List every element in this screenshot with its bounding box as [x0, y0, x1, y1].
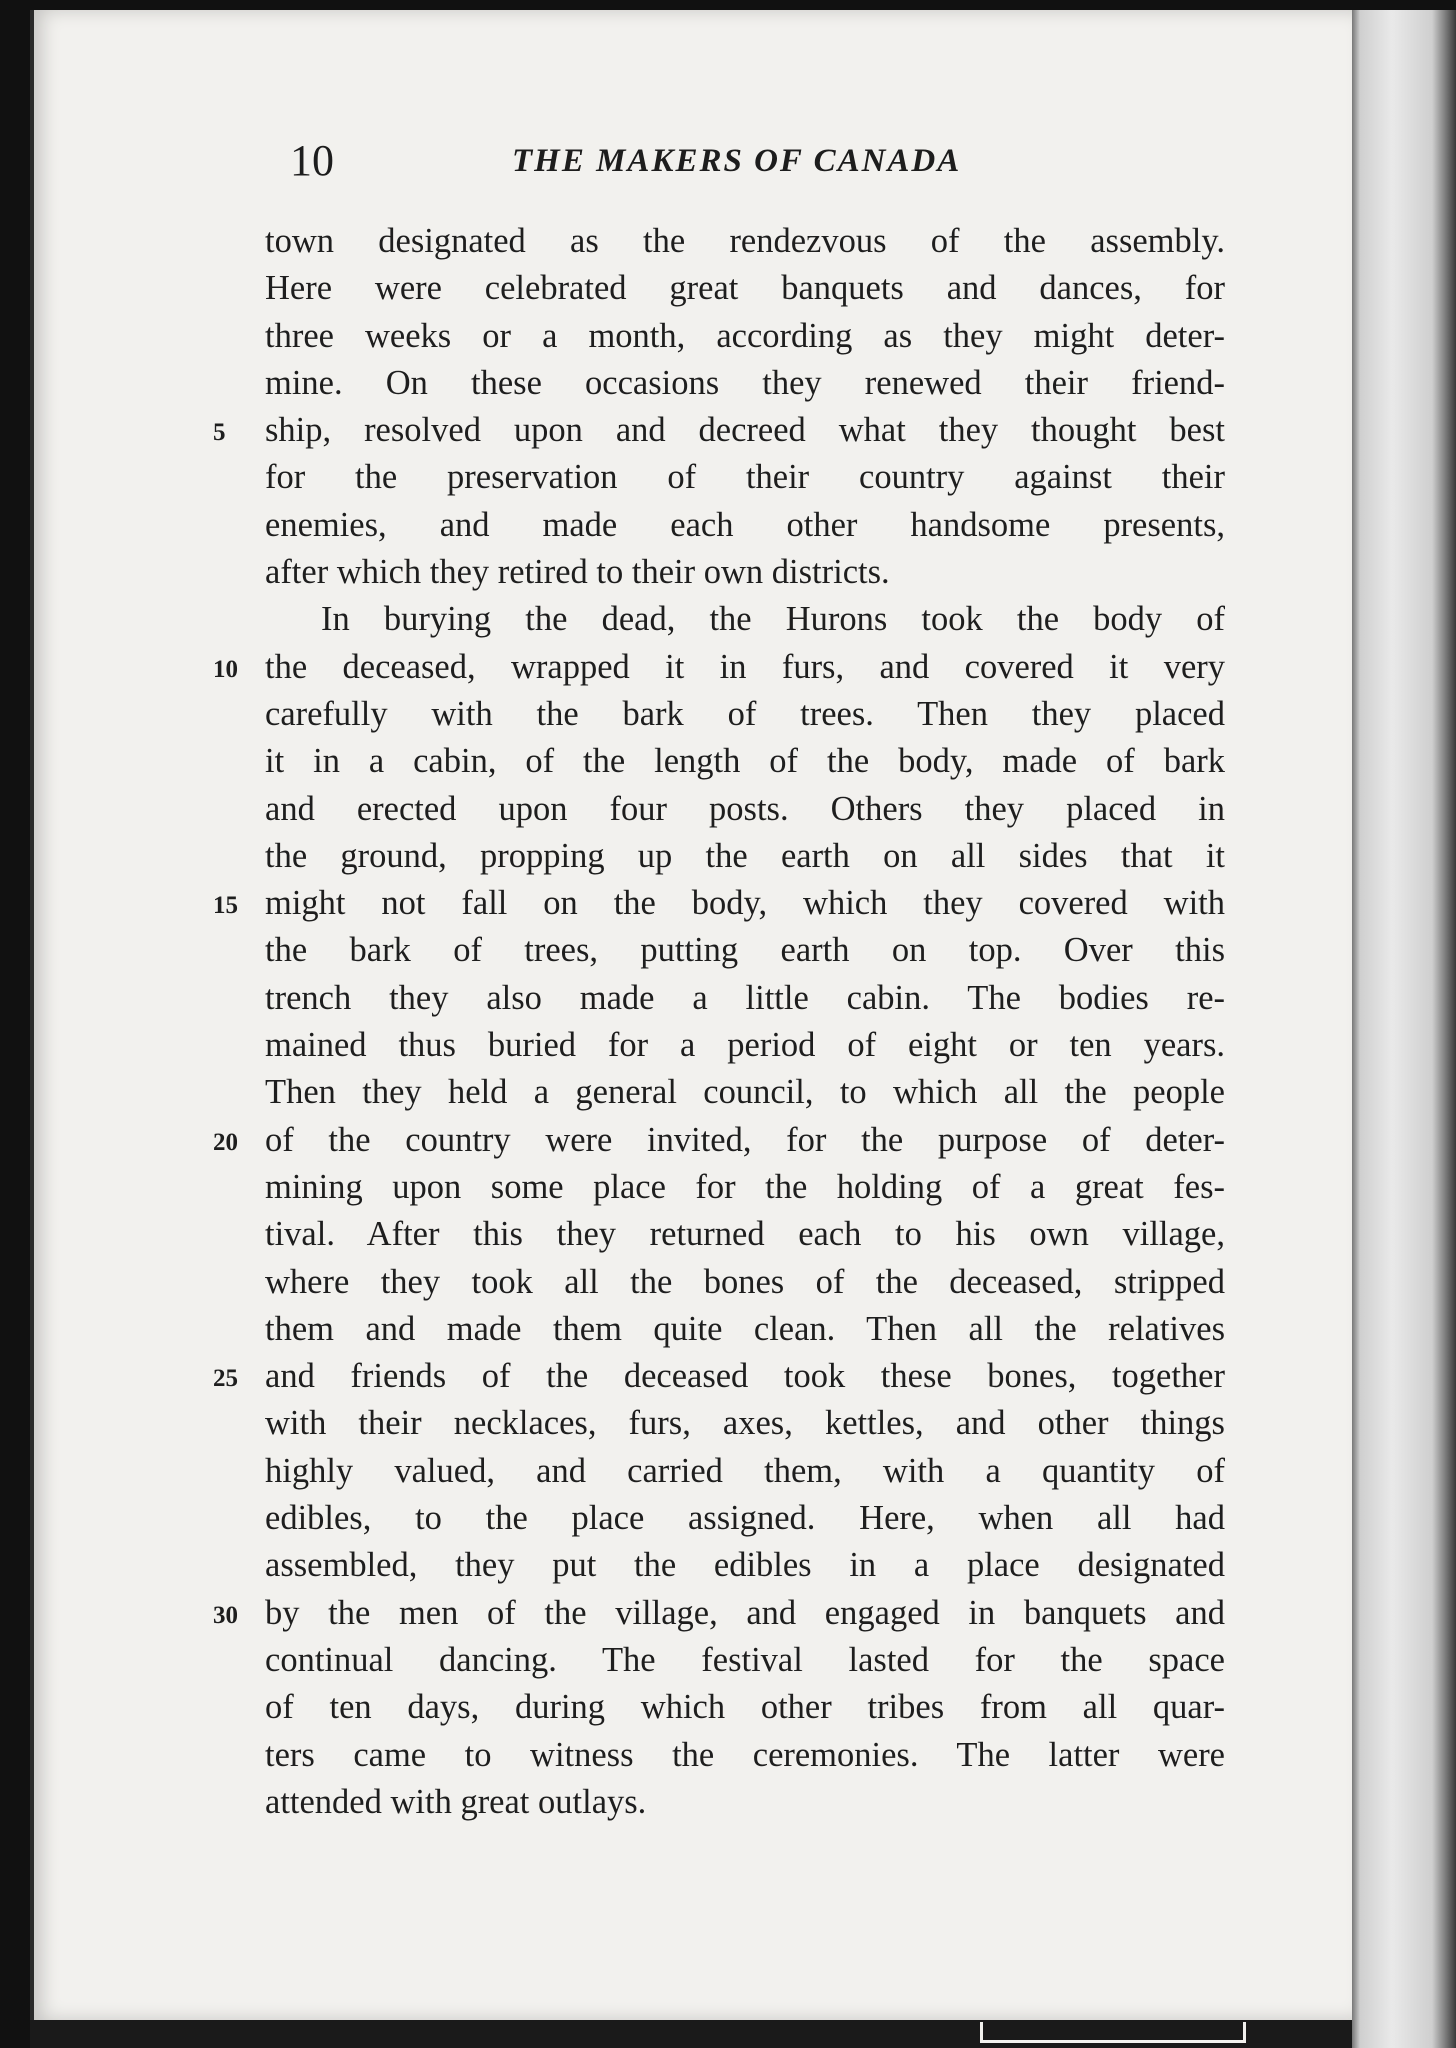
text-line-content: where they took all the bones of the deceased, stripped	[265, 1262, 1225, 1301]
text-line	[265, 1495, 1225, 1542]
text-line-content: mine. On these occasions they renewed their friend-	[265, 363, 1225, 402]
text-line	[265, 360, 1225, 407]
text-line-content: with their necklaces, furs, axes, kettles, and other things	[265, 1404, 1225, 1443]
text-line-content: the ground, propping up the earth on all sides that it	[265, 836, 1225, 875]
text-line	[265, 549, 1225, 596]
text-line-content: of ten days, during which other tribes from all quar-	[265, 1688, 1225, 1727]
text-line-content: for the preservation of their country against their	[265, 458, 1225, 497]
line-number: 25	[213, 1365, 238, 1393]
text-line-content: of the country were invited, for the purpose of deter-	[265, 1120, 1225, 1159]
text-line	[213, 1590, 1225, 1637]
text-line	[213, 1117, 1225, 1164]
text-line-content: enemies, and made each other handsome presents,	[265, 505, 1225, 544]
text-line	[265, 1306, 1225, 1353]
text-line-content: In burying the dead, the Hurons took the body of	[321, 600, 1225, 639]
text-line-content: edibles, to the place assigned. Here, when all had	[265, 1499, 1225, 1538]
text-line	[265, 218, 1225, 265]
text-line-content: mining upon some place for the holding of a great fes-	[265, 1167, 1225, 1206]
text-line-content: the deceased, wrapped it in furs, and covered it very	[265, 647, 1225, 686]
text-line	[265, 1684, 1225, 1731]
page-number: 10	[290, 136, 334, 185]
text-line-content: three weeks or a month, according as they might deter-	[265, 316, 1225, 355]
text-line	[265, 1732, 1225, 1779]
spine-label-frame	[980, 2022, 1246, 2043]
text-line	[213, 880, 1225, 927]
text-line	[265, 786, 1225, 833]
text-line-content: mained thus buried for a period of eight or ten years.	[265, 1026, 1225, 1065]
text-line-content: it in a cabin, of the length of the body, made of bark	[265, 742, 1225, 781]
text-line-content: by the men of the village, and engaged in banquets and	[265, 1593, 1225, 1632]
line-number: 30	[213, 1601, 238, 1629]
text-line	[265, 927, 1225, 974]
text-line-content: Here were celebrated great banquets and dances, for	[265, 269, 1225, 308]
text-line-content: ters came to witness the ceremonies. The latter were	[265, 1735, 1225, 1774]
text-line-content: ship, resolved upon and decreed what they thought best	[265, 411, 1225, 450]
text-line	[265, 1022, 1225, 1069]
text-line	[265, 265, 1225, 312]
text-line	[265, 691, 1225, 738]
text-line	[265, 454, 1225, 501]
line-number: 10	[213, 655, 238, 683]
line-number: 20	[213, 1128, 238, 1156]
text-line	[265, 1211, 1225, 1258]
text-line	[265, 502, 1225, 549]
text-line-content: attended with great outlays.	[265, 1782, 647, 1821]
text-line-content: tival. After this they returned each to his own village,	[265, 1215, 1225, 1254]
text-line	[265, 1637, 1225, 1684]
text-line-content: them and made them quite clean. Then all the relatives	[265, 1309, 1225, 1348]
text-line-content: continual dancing. The festival lasted for the space	[265, 1640, 1225, 1679]
text-line	[265, 1259, 1225, 1306]
text-line	[265, 1779, 1225, 1826]
text-line	[265, 313, 1225, 360]
page-header	[290, 135, 1010, 185]
text-line	[213, 1353, 1225, 1400]
text-line	[265, 596, 1225, 643]
text-line	[265, 975, 1225, 1022]
text-line-content: and friends of the deceased took these bones, together	[265, 1357, 1225, 1396]
line-number: 15	[213, 892, 238, 920]
text-line	[265, 1164, 1225, 1211]
text-line-content: might not fall on the body, which they covered with	[265, 884, 1225, 923]
text-line-content: highly valued, and carried them, with a quantity of	[265, 1451, 1225, 1490]
text-line	[213, 407, 1225, 454]
book-spine	[1352, 10, 1456, 2048]
text-line	[265, 1069, 1225, 1116]
text-line	[265, 1448, 1225, 1495]
text-line	[213, 644, 1225, 691]
body-text	[213, 218, 1225, 1826]
text-line	[265, 833, 1225, 880]
text-line	[265, 1400, 1225, 1447]
line-number: 5	[213, 419, 226, 447]
text-line-content: town designated as the rendezvous of the assembly.	[265, 222, 1225, 260]
text-line-content: after which they retired to their own districts.	[265, 553, 890, 592]
text-line-content: assembled, they put the edibles in a place designated	[265, 1546, 1225, 1585]
text-line-content: trench they also made a little cabin. The bodies re-	[265, 978, 1225, 1017]
text-line-content: and erected upon four posts. Others they placed in	[265, 789, 1225, 828]
text-line-content: Then they held a general council, to which all the people	[265, 1073, 1225, 1112]
text-line	[265, 738, 1225, 785]
text-line-content: the bark of trees, putting earth on top. Over this	[265, 931, 1225, 970]
running-title: THE MAKERS OF CANADA	[512, 143, 962, 179]
text-line	[265, 1542, 1225, 1589]
text-line-content: carefully with the bark of trees. Then they placed	[265, 694, 1225, 733]
